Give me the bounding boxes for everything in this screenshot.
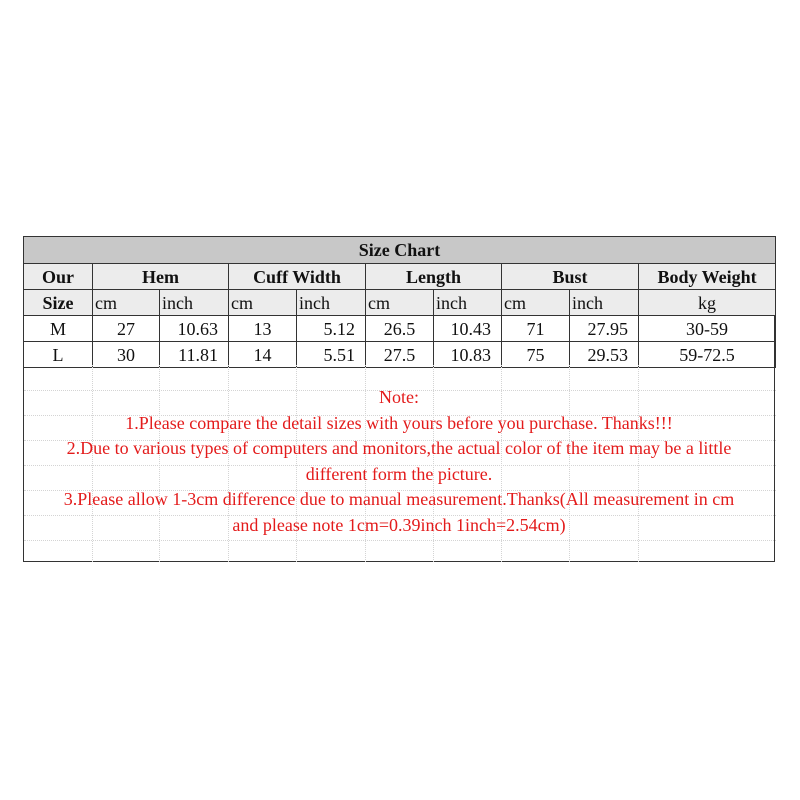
unit-bust-cm: cm <box>502 290 570 316</box>
weight-cell: 59-72.5 <box>639 342 776 368</box>
group-bust: Bust <box>502 264 639 290</box>
our-size-label-top: Our <box>24 264 93 290</box>
size-cell: M <box>24 316 93 342</box>
unit-bust-inch: inch <box>570 290 639 316</box>
length-inch-cell: 10.83 <box>434 342 502 368</box>
note-line-2b: different form the picture. <box>305 463 493 484</box>
hem-inch-cell: 11.81 <box>160 342 229 368</box>
note-heading: Note: <box>379 387 419 407</box>
unit-weight-kg: kg <box>639 290 776 316</box>
bust-inch-cell: 27.95 <box>570 316 639 342</box>
group-body-weight: Body Weight <box>639 264 776 290</box>
note-line-1: 1.Please compare the detail sizes with yours before you purchase. Thanks!!! <box>125 412 673 433</box>
group-hem: Hem <box>93 264 229 290</box>
unit-hem-inch: inch <box>160 290 229 316</box>
cuff-cm-cell: 13 <box>229 316 297 342</box>
note-line-3b: and please note 1cm=0.39inch 1inch=2.54cm) <box>232 514 566 535</box>
unit-cuff-cm: cm <box>229 290 297 316</box>
cuff-cm-cell: 14 <box>229 342 297 368</box>
note-line-2a: 2.Due to various types of computers and monitors,the actual color of the item may be a little <box>66 438 732 458</box>
group-length: Length <box>366 264 502 290</box>
our-size-label-bottom: Size <box>24 290 93 316</box>
length-inch-cell: 10.43 <box>434 316 502 342</box>
hem-cm-cell: 30 <box>93 342 160 368</box>
length-cm-cell: 26.5 <box>366 316 434 342</box>
unit-length-inch: inch <box>434 290 502 316</box>
bust-cm-cell: 75 <box>502 342 570 368</box>
unit-hem-cm: cm <box>93 290 160 316</box>
note-line-3a: 3.Please allow 1-3cm difference due to manual measurement.Thanks(All measurement in cm <box>63 489 735 509</box>
cuff-inch-cell: 5.51 <box>297 342 366 368</box>
bust-inch-cell: 29.53 <box>570 342 639 368</box>
size-chart-table <box>23 236 776 368</box>
hem-cm-cell: 27 <box>93 316 160 342</box>
unit-length-cm: cm <box>366 290 434 316</box>
table-row <box>24 316 776 342</box>
size-cell: L <box>24 342 93 368</box>
unit-cuff-inch: inch <box>297 290 366 316</box>
note-block <box>24 385 774 538</box>
hem-inch-cell: 10.63 <box>160 316 229 342</box>
bust-cm-cell: 71 <box>502 316 570 342</box>
group-cuff-width: Cuff Width <box>229 264 366 290</box>
weight-cell: 30-59 <box>639 316 776 342</box>
table-row <box>24 342 776 368</box>
cuff-inch-cell: 5.12 <box>297 316 366 342</box>
size-chart <box>23 236 775 562</box>
chart-title: Size Chart <box>24 237 776 264</box>
length-cm-cell: 27.5 <box>366 342 434 368</box>
